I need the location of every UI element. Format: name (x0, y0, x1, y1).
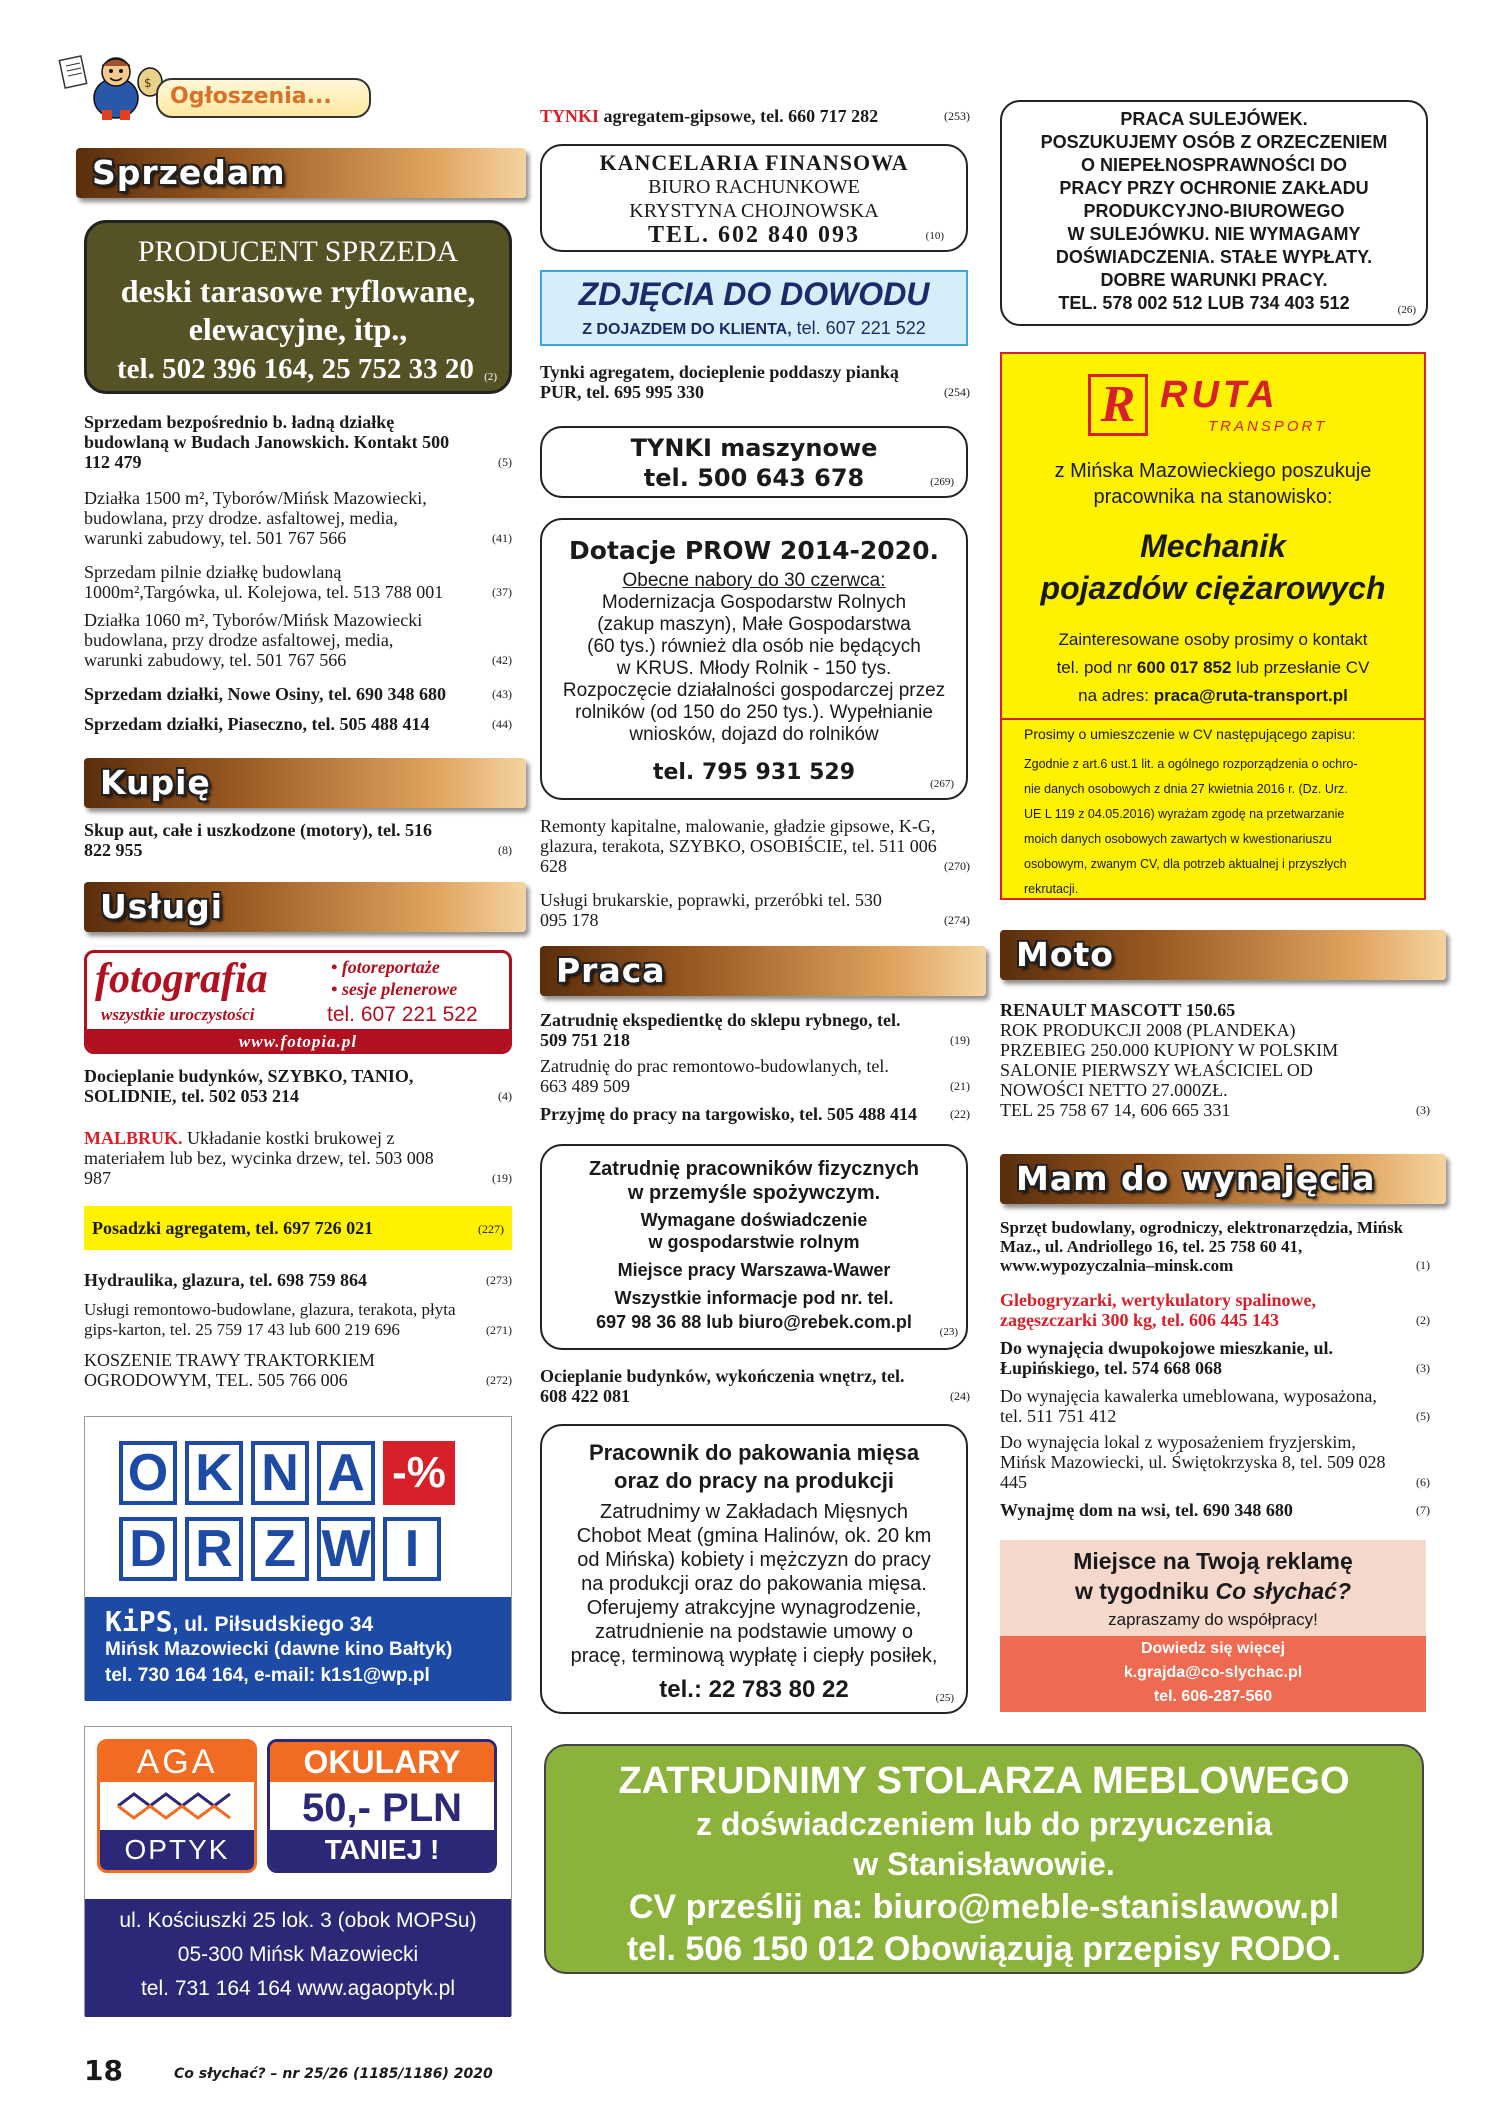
dotacje-line: w KRUS. Młody Rolnik - 150 tys. (616, 658, 892, 679)
ad-text: Sprzęt budowlany, ogrodniczy, elektronarzędzia, Mińsk Maz., ul. Andriollego 16, tel. 25 758 60 41, www.wypozyczalnia–minsk.com (1000, 1218, 1404, 1275)
producent-phone: tel. 502 396 164, 25 752 33 20 (117, 353, 474, 385)
section-header-praca (540, 946, 986, 996)
ruta-rodo (1024, 752, 1414, 902)
tynki3-num: (269) (930, 476, 954, 488)
ad-num: (24) (950, 1389, 970, 1403)
rebek-l5: Miejsce pracy Warszawa-Wawer (617, 1260, 891, 1280)
reklama-l1: Miejsce na Twoją reklamę (1073, 1548, 1353, 1574)
ad-text: Docieplanie budynków, SZYBKO, TANIO, SOLIDNIE, tel. 502 053 214 (84, 1066, 414, 1106)
dotacje-sub: Obecne nabory do 30 czerwca: (622, 570, 886, 591)
ad-wynajem-5 (1000, 1432, 1430, 1492)
chobot-line: pracę, terminową wypłatę i ciepły posiłek, (570, 1645, 938, 1667)
drzwi-letter: D (119, 1517, 177, 1581)
ad-text: Sprzedam pilnie działkę budowlaną 1000m²,Targówka, ul. Kolejowa, tel. 513 788 001 (84, 562, 444, 602)
section-title: Kupię (100, 763, 211, 802)
ruta-contact2c: lub przesłanie CV (1231, 658, 1370, 677)
aga-promo (267, 1739, 497, 1873)
ad-text: Ocieplanie budynków, wykończenia wnętrz, tel. 608 422 081 (540, 1366, 905, 1406)
ad-num: (22) (950, 1107, 970, 1121)
zdjecia-bold: Z DOJAZDEM DO KLIENTA, (582, 321, 792, 338)
ruta-contact3 (1002, 686, 1424, 706)
stolarz-l5: tel. 506 150 012 Obowiązują przepisy RODO. (626, 1930, 1342, 1968)
fotografia-web: www.fotopia.pl (238, 1032, 358, 1051)
ad-num: (5) (1416, 1409, 1430, 1423)
kancelaria-l3: KRYSTYNA CHOJNOWSKA (629, 200, 879, 222)
reklama-l2 (1000, 1578, 1426, 1605)
ad-sulejowek (1000, 100, 1428, 326)
dotacje-phone: tel. 795 931 529 (652, 760, 856, 785)
moto-l5: NOWOŚCI NETTO 27.000ZŁ. (1000, 1080, 1228, 1100)
aga-contact-bar (85, 1899, 511, 2017)
fotografia-bullet1: • fotoreportaże (331, 957, 440, 977)
section-header-uslugi (84, 882, 526, 932)
ad-text: Tynki agregatem, docieplenie poddaszy pianką PUR, tel. 695 995 330 (540, 362, 899, 402)
okna-letter: K (185, 1441, 243, 1505)
ruta-rodo-title: Prosimy o umieszczenie w CV następującego zapisu: (1024, 726, 1356, 742)
ad-text: Przyjmę do pracy na targowisko, tel. 505 488 414 (540, 1104, 917, 1124)
ad-text: Remonty kapitalne, malowanie, gładzie gipsowe, K-G, glazura, terakota, SZYBKO, OSOBIŚCIE, tel. 511 006 628 (540, 816, 937, 876)
mascot-icon (58, 52, 168, 122)
ad-tynki-maszynowe (540, 426, 968, 498)
ad-wynajem-1 (1000, 1218, 1430, 1275)
ad-moto (1000, 1000, 1430, 1120)
chobot-body (542, 1500, 966, 1668)
ruta-intro2: pracownika na stanowisko: (1093, 486, 1333, 508)
ad-wynajem-2 (1000, 1290, 1430, 1330)
moto-l4: SALONIE PIERWSZY WŁAŚCICIEL OD (1000, 1060, 1313, 1080)
ad-lead: MALBRUK. (84, 1128, 183, 1148)
stolarz-l1: ZATRUDNIMY STOLARZA MEBLOWEGO (618, 1760, 1350, 1802)
fotografia-phone: tel. 607 221 522 (327, 1003, 478, 1026)
ad-uslugi-3 (84, 1206, 512, 1250)
ad-num: (272) (486, 1373, 512, 1387)
aga-addr2: 05-300 Mińsk Mazowiecki (177, 1943, 419, 1966)
ad-num: (4) (498, 1089, 512, 1103)
ruta-rodo-line: Zgodnie z art.6 ust.1 lit. a ogólnego rozporządzenia o ochro- (1024, 757, 1358, 771)
reklama-l3: zapraszamy do współpracy! (1108, 1610, 1318, 1629)
rebek-l7: 697 98 36 88 lub biuro@rebek.com.pl (596, 1312, 912, 1332)
producent-line1: PRODUCENT SPRZEDA (137, 235, 459, 268)
ruta-email: praca@ruta-transport.pl (1153, 686, 1348, 705)
ad-num: (42) (492, 653, 512, 667)
ad-num: (43) (492, 687, 512, 701)
bullet-text: sesje plenerowe (341, 979, 458, 999)
ad-num: (19) (492, 1171, 512, 1185)
chobot-line: Zatrudnimy w Zakładach Mięsnych (600, 1501, 908, 1523)
ad-num: (271) (486, 1323, 512, 1337)
ad-text: Zatrudnię do prac remontowo-budowlanych, tel. 663 489 509 (540, 1056, 889, 1096)
ad-kupie-1 (84, 820, 512, 860)
drzwi-letter: I (383, 1517, 441, 1581)
ad-praca-2 (540, 1056, 970, 1096)
ad-uslugi-6 (84, 1350, 512, 1390)
ad-text: Posadzki agregatem, tel. 697 726 021 (92, 1218, 374, 1238)
chobot-line: Chobot Meat (gmina Halinów, ok. 20 km (576, 1525, 932, 1547)
ad-sprzedam-5 (84, 684, 512, 704)
section-header-kupie (84, 758, 526, 808)
ad-sprzedam-3 (84, 562, 512, 602)
dotacje-num: (267) (930, 778, 954, 790)
ad-praca-3 (540, 1104, 970, 1124)
ad-num: (273) (486, 1273, 512, 1287)
ad-text: Sprzedam działki, Piaseczno, tel. 505 488 414 (84, 714, 430, 734)
sulejowek-line: DOŚWIADCZENIA. STAŁE WYPŁATY. (1055, 247, 1373, 267)
ad-num: (270) (944, 859, 970, 873)
ad-text: Sprzedam bezpośrednio b. ładną działkę budowlaną w Budach Janowskich. Kontakt 500 112 479 (84, 412, 450, 472)
aga-taniej: TANIEJ ! (270, 1830, 494, 1870)
ruta-phone: 600 017 852 (1136, 658, 1232, 677)
ad-dotacje (540, 518, 968, 800)
producent-line2: deski tarasowe ryflowane, (120, 273, 476, 309)
ad-fotografia (84, 950, 512, 1054)
okna-letter: N (251, 1441, 309, 1505)
ad-text: Do wynajęcia dwupokojowe mieszkanie, ul. Łupińskiego, tel. 574 668 068 (1000, 1338, 1334, 1378)
ad-num: (3) (1416, 1361, 1430, 1375)
ad-text: Działka 1500 m², Tyborów/Mińsk Mazowiecki, budowlana, przy drodze. asfaltowej, media, warunki zabudowy, tel. 501 767 566 (84, 488, 427, 548)
ruta-contact1: Zainteresowane osoby prosimy o kontakt (1058, 630, 1368, 649)
chobot-num: (25) (935, 1692, 954, 1704)
chobot-line: zatrudnienie na podstawie umowy o (595, 1621, 913, 1643)
ad-wynajem-3 (1000, 1338, 1430, 1378)
ad-text: Usługi remontowo-budowlane, glazura, terakota, płyta gips-karton, tel. 25 759 17 43 lub 600 219 696 (84, 1300, 456, 1339)
ad-tynki-gipsowe (540, 106, 970, 126)
ad-text: agregatem-gipsowe, tel. 660 717 282 (599, 106, 879, 126)
ad-producent (84, 220, 512, 394)
stolarz-l4: CV prześlij na: biuro@meble-stanislawow.pl (628, 1888, 1340, 1926)
chobot-phone: tel.: 22 783 80 22 (659, 1676, 849, 1703)
ad-num: (8) (498, 843, 512, 857)
ruta-rodo-line: rekrutacji. (1024, 882, 1079, 896)
page-number: 18 (84, 2054, 123, 2087)
rebek-l3: Wymagane doświadczenie (640, 1210, 868, 1230)
aga-addr1: ul. Kościuszki 25 lok. 3 (obok MOPSu) (119, 1909, 477, 1932)
ad-text: Hydraulika, glazura, tel. 698 759 864 (84, 1270, 367, 1290)
ad-num: (41) (492, 531, 512, 545)
dotacje-line: (zakup maszyn), Małe Gospodarstwa (597, 614, 911, 635)
kancelaria-l2: BIURO RACHUNKOWE (648, 176, 860, 198)
dotacje-body (542, 592, 966, 746)
ad-text: KOSZENIE TRAWY TRAKTORKIEM OGRODOWYM, TEL. 505 766 006 (84, 1350, 375, 1390)
reklama-l6: tel. 606-287-560 (1153, 1688, 1273, 1705)
sulejowek-line: W SULEJÓWKU. NIE WYMAGAMY (1067, 224, 1361, 244)
aga-addr3: tel. 731 164 164 www.agaoptyk.pl (140, 1977, 456, 2000)
ad-text: Zatrudnię ekspedientkę do sklepu rybnego, tel. 509 751 218 (540, 1010, 901, 1050)
ad-brukarskie (540, 890, 970, 930)
section-header-sprzedam (76, 148, 526, 198)
ruta-intro1: z Mińska Mazowieckiego poszukuje (1054, 460, 1372, 482)
ad-text: Usługi brukarskie, poprawki, przeróbki tel. 530 095 178 (540, 890, 882, 930)
ruta-logo (1088, 374, 1358, 438)
chobot-l2: oraz do pracy na produkcji (614, 1468, 894, 1493)
ruta-contact2a: tel. pod nr (1056, 658, 1137, 677)
aga-price: 50,- PLN (301, 1786, 463, 1830)
bullet-text: fotoreportaże (341, 957, 440, 977)
ad-num: (37) (492, 585, 512, 599)
sulejowek-text (1002, 108, 1426, 315)
section-header-moto (1000, 930, 1446, 980)
okna-letter: A (317, 1441, 375, 1505)
ad-num: (274) (944, 913, 970, 927)
ad-rebek (540, 1144, 968, 1350)
section-title: Praca (556, 951, 666, 990)
ruta-divider (1002, 718, 1424, 720)
aga-okulary: OKULARY (270, 1742, 494, 1782)
ad-text: Układanie kostki brukowej z materiałem lub bez, wycinka drzew, tel. 503 008 987 (84, 1128, 434, 1188)
moto-l1: RENAULT MASCOTT 150.65 (1000, 1000, 1236, 1020)
okna-letter: O (119, 1441, 177, 1505)
ad-okna-drzwi (84, 1416, 512, 1700)
ad-text: Skup aut, całe i uszkodzone (motory), tel. 516 822 955 (84, 820, 432, 860)
ad-reklama (1000, 1540, 1426, 1712)
rebek-num: (23) (939, 1326, 958, 1338)
zdjecia-l1: ZDJĘCIA DO DOWODU (578, 276, 930, 312)
moto-l6: TEL 25 758 67 14, 606 665 331 (1000, 1100, 1231, 1120)
ad-uslugi-2 (84, 1128, 512, 1188)
ad-sprzedam-1 (84, 412, 512, 472)
drzwi-letter: R (185, 1517, 243, 1581)
zdjecia-l2 (542, 318, 966, 339)
ruta-rodo-line: osobowym, zwanym CV, dla potrzeb aktualnej i przyszłych (1024, 857, 1347, 871)
stolarz-l3: w Stanisławowie. (853, 1846, 1115, 1882)
ad-uslugi-1 (84, 1066, 512, 1106)
ruta-logo-name: RUTA (1160, 374, 1279, 416)
okna-addr1 (105, 1605, 373, 1638)
okna-addr2: Mińsk Mazowiecki (dawne kino Bałtyk) (105, 1639, 453, 1660)
okna-brand: KiPS (105, 1605, 173, 1638)
tynki3-lead: TYNKI (630, 434, 712, 462)
ad-zdjecia (540, 270, 968, 346)
section-header-wynajem (1000, 1154, 1446, 1204)
ad-sprzedam-4 (84, 610, 512, 670)
ad-num: (21) (950, 1079, 970, 1093)
okna-badge: -% (383, 1441, 455, 1505)
rebek-l6: Wszystkie informacje pod nr. tel. (614, 1288, 894, 1308)
chobot-line: od Mińska) kobiety i mężczyzn do pracy (577, 1549, 931, 1571)
ad-sprzedam-2 (84, 488, 512, 548)
reklama-cta (1000, 1636, 1426, 1712)
ad-stolarz (544, 1744, 1424, 1974)
ruta-pos1: Mechanik (1140, 528, 1286, 564)
reklama-l5[interactable]: k.grajda@co-slychac.pl (1123, 1664, 1303, 1681)
ad-num: (44) (492, 717, 512, 731)
reklama-l4: Dowiedz się więcej (1140, 1640, 1286, 1657)
rebek-l4: w gospodarstwie rolnym (648, 1232, 860, 1252)
ruta-contact3a: na adres: (1078, 686, 1154, 705)
publication-info: Co słychać? – nr 25/26 (1185/1186) 2020 (174, 2066, 493, 2082)
producent-line3: elewacyjne, itp., (188, 311, 408, 347)
aga-optyk: OPTYK (100, 1830, 254, 1870)
ad-ocieplanie (540, 1366, 970, 1406)
stolarz-l2: z doświadczeniem lub do przyuczenia (695, 1806, 1273, 1842)
sulejowek-line: O NIEPEŁNOSPRAWNOŚCI DO (1080, 155, 1348, 175)
kancelaria-l1: KANCELARIA FINANSOWA (599, 150, 909, 175)
ad-num: (227) (478, 1222, 504, 1236)
svg-text:$: $ (144, 76, 152, 90)
ad-uslugi-4 (84, 1270, 512, 1290)
ruta-rodo-line: nie danych osobowych z dnia 27 kwietnia 2016 r. (Dz. Urz. (1024, 782, 1348, 796)
section-title: Sprzedam (92, 153, 286, 192)
sulejowek-line: TEL. 578 002 512 LUB 734 403 512 (1058, 293, 1350, 313)
sulejowek-line: PRACY PRZY OCHRONIE ZAKŁADU (1059, 178, 1369, 198)
ad-num: (19) (950, 1033, 970, 1047)
okna-addr: , ul. Piłsudskiego 34 (172, 1613, 374, 1636)
drzwi-letter: W (317, 1517, 375, 1581)
ruta-logo-sub: TRANSPORT (1208, 418, 1328, 435)
chobot-line: na produkcji oraz do pakowania mięsa. (581, 1573, 927, 1595)
section-title: Mam do wynajęcia (1016, 1159, 1376, 1198)
sulejowek-line: DOBRE WARUNKI PRACY. (1100, 270, 1328, 290)
ad-ruta (1000, 352, 1426, 900)
dotacje-title: Dotacje PROW 2014-2020. (569, 536, 939, 565)
ad-remonty (540, 816, 970, 876)
ad-text: Do wynajęcia kawalerka umeblowana, wyposażona, tel. 511 751 412 (1000, 1386, 1377, 1426)
ad-wynajem-6 (1000, 1500, 1430, 1520)
dotacje-line: (60 tys.) również dla osób nie będących (587, 636, 921, 657)
fotografia-webbar (87, 1029, 509, 1054)
tynki3-l1 (542, 434, 966, 462)
reklama-brand: Co słychać? (1215, 1578, 1352, 1604)
fotografia-sub: wszystkie uroczystości (101, 1005, 255, 1024)
dotacje-line: rolników (od 150 do 250 tys.). Wypełnianie (575, 702, 933, 723)
ad-aga-optyk (84, 1726, 512, 2016)
drzwi-letter: Z (251, 1517, 309, 1581)
sulejowek-line: PRACA SULEJÓWEK. (1120, 109, 1308, 129)
chobot-l1: Pracownik do pakowania mięsa (588, 1440, 920, 1465)
ad-chobot (540, 1424, 968, 1714)
aga-logo (97, 1739, 257, 1873)
ad-num: (2) (1416, 1313, 1430, 1327)
zdjecia-phone: tel. 607 221 522 (791, 318, 926, 338)
ruta-contact2 (1002, 658, 1424, 678)
ad-num: (6) (1416, 1475, 1430, 1489)
aga-pattern-icon (114, 1788, 242, 1824)
ad-num: (7) (1416, 1503, 1430, 1517)
sulejowek-line: POSZUKUJEMY OSÓB Z ORZECZENIEM (1040, 132, 1388, 152)
ad-kancelaria (540, 144, 968, 252)
tynki3-l2: tel. 500 643 678 (643, 464, 865, 492)
okna-contact: tel. 730 164 164, e-mail: k1s1@wp.pl (105, 1665, 430, 1686)
fotografia-bullet2: • sesje plenerowe (331, 979, 458, 999)
chobot-line: Oferujemy atrakcyjne wynagrodzenie, (586, 1597, 922, 1619)
ad-num: (253) (944, 109, 970, 123)
ad-num: (5) (498, 455, 512, 469)
moto-l3: PRZEBIEG 250.000 KUPIONY W POLSKIM (1000, 1040, 1339, 1060)
dotacje-line: Rozpoczęcie działalności gospodarczej przez (562, 680, 946, 701)
ad-text: Sprzedam działki, Nowe Osiny, tel. 690 348 680 (84, 684, 447, 704)
ruta-logo-letter: R (1088, 374, 1148, 436)
ad-text: Wynajmę dom na wsi, tel. 690 348 680 (1000, 1500, 1293, 1520)
ad-text: Glebogryzarki, wertykulatory spalinowe, zagęszczarki 300 kg, tel. 606 445 143 (1000, 1290, 1316, 1330)
section-title: Moto (1016, 935, 1114, 974)
rebek-l1: Zatrudnię pracowników fizycznych (588, 1158, 920, 1180)
ruta-rodo-line: UE L 119 z 04.05.2016) wyrażam zgodę na przetwarzanie (1024, 807, 1345, 821)
ad-sprzedam-6 (84, 714, 512, 734)
ad-lead: TYNKI (540, 106, 600, 126)
ad-num: (1) (1416, 1258, 1430, 1272)
dotacje-line: wniosków, dojazd do rolników (629, 724, 879, 745)
sulejowek-line: PRODUKCYJNO-BIUROWEGO (1083, 201, 1345, 221)
reklama-l2a: w tygodniku (1074, 1578, 1216, 1604)
ad-uslugi-5 (84, 1300, 512, 1340)
ad-wynajem-4 (1000, 1386, 1430, 1426)
moto-l2: ROK PRODUKCJI 2008 (PLANDEKA) (1000, 1020, 1296, 1040)
kancelaria-l4: TEL. 602 840 093 (647, 222, 861, 248)
ad-text: Do wynajęcia lokal z wyposażeniem fryzjerskim, Mińsk Mazowiecki, ul. Świętokrzyska 8, tel. 509 028 445 (1000, 1432, 1386, 1492)
producent-num: (2) (484, 371, 497, 383)
ruta-pos2: pojazdów ciężarowych (1040, 570, 1386, 606)
ad-tynki-pur (540, 362, 970, 402)
moto-num: (3) (1416, 1103, 1430, 1117)
ad-text: Działka 1060 m², Tyborów/Mińsk Mazowiecki budowlana, przy drodze asfaltowej, media, warunki zabudowy, tel. 501 767 566 (84, 610, 423, 670)
rebek-l2: w przemyśle spożywczym. (627, 1182, 881, 1204)
ruta-rodo-line: moich danych osobowych zawartych w kwestionariuszu (1024, 832, 1332, 846)
ad-praca-1 (540, 1010, 970, 1050)
aga-name: AGA (100, 1742, 254, 1782)
section-title: Usługi (100, 887, 224, 926)
kancelaria-num: (10) (925, 230, 944, 242)
ad-num: (254) (944, 385, 970, 399)
header-tab-label: Ogłoszenia... (170, 84, 332, 109)
dotacje-line: Modernizacja Gospodarstw Rolnych (601, 592, 907, 613)
okna-contact-bar (85, 1597, 511, 1701)
fotografia-logo: fotografia (95, 956, 268, 1002)
sulejowek-num: (26) (1397, 304, 1416, 316)
header-logo (58, 52, 378, 122)
tynki3-rest: maszynowe (711, 434, 878, 462)
